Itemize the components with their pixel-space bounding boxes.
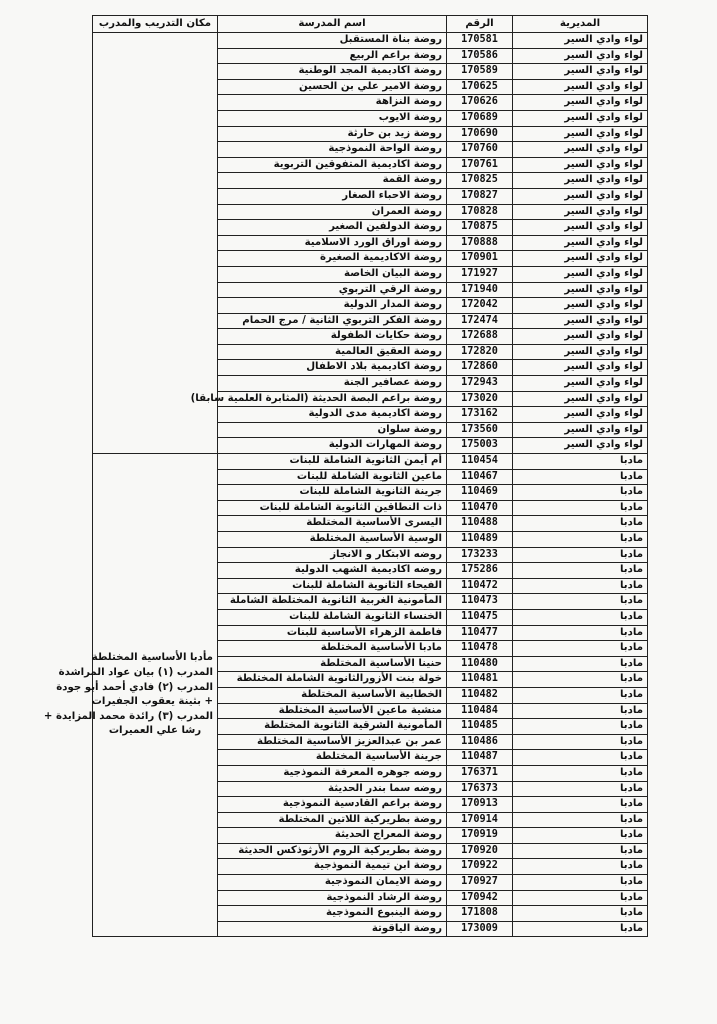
school-name-cell: روضة اكاديمية المجد الوطنية	[218, 64, 447, 80]
school-number-cell: 176373	[447, 781, 513, 797]
directorate-cell: لواء وادي السير	[513, 251, 648, 267]
directorate-cell: لواء وادي السير	[513, 298, 648, 314]
directorate-cell: لواء وادي السير	[513, 422, 648, 438]
school-name-cell: روضة ابن تيمية النموذجية	[218, 859, 447, 875]
school-name-cell: روضة المدار الدولية	[218, 298, 447, 314]
directorate-cell: مادبا	[513, 594, 648, 610]
school-number-cell: 175286	[447, 563, 513, 579]
directorate-cell: لواء وادي السير	[513, 157, 648, 173]
directorate-cell: لواء وادي السير	[513, 204, 648, 220]
school-number-cell: 173233	[447, 547, 513, 563]
school-number-cell: 173162	[447, 407, 513, 423]
school-name-cell: جرينة الثانوية الشاملة للبنات	[218, 485, 447, 501]
directorate-cell: مادبا	[513, 563, 648, 579]
school-number-cell: 110477	[447, 625, 513, 641]
school-name-cell: روضة اكاديمية مدى الدولية	[218, 407, 447, 423]
header-training-place: مكان التدريب والمدرب	[93, 16, 218, 33]
school-number-cell: 172688	[447, 329, 513, 345]
header-school-name: اسم المدرسة	[218, 16, 447, 33]
school-name-cell: روضة عصافير الجنة	[218, 376, 447, 392]
directorate-cell: مادبا	[513, 516, 648, 532]
school-name-cell: فاطمة الزهراء الأساسية للبنات	[218, 625, 447, 641]
directorate-cell: لواء وادي السير	[513, 48, 648, 64]
training-place-line: المدرب (١) بيان عواد المراشدة	[58, 667, 213, 679]
school-number-cell: 170589	[447, 64, 513, 80]
directorate-cell: لواء وادي السير	[513, 235, 648, 251]
directorate-cell: مادبا	[513, 609, 648, 625]
school-name-cell: مادبا الأساسية المختلطة	[218, 641, 447, 657]
directorate-cell: مادبا	[513, 547, 648, 563]
school-name-cell: روضة الرقي التربوي	[218, 282, 447, 298]
school-number-cell: 170888	[447, 235, 513, 251]
school-number-cell: 173009	[447, 921, 513, 937]
header-row	[93, 16, 648, 33]
directorate-cell: لواء وادي السير	[513, 360, 648, 376]
school-number-cell: 170875	[447, 220, 513, 236]
school-number-cell: 110481	[447, 672, 513, 688]
directorate-cell: مادبا	[513, 828, 648, 844]
directorate-cell: لواء وادي السير	[513, 95, 648, 111]
directorate-cell: مادبا	[513, 719, 648, 735]
school-name-cell: الخنساء الثانوية الشاملة للبنات	[218, 609, 447, 625]
directorate-cell: مادبا	[513, 625, 648, 641]
directorate-cell: مادبا	[513, 672, 648, 688]
school-number-cell: 110488	[447, 516, 513, 532]
school-number-cell: 110469	[447, 485, 513, 501]
directorate-cell: لواء وادي السير	[513, 64, 648, 80]
school-name-cell: روضة بناة المستقبل	[218, 33, 447, 49]
school-name-cell: روضة براعم الربيع	[218, 48, 447, 64]
school-name-cell: روضه جوهره المعرفة النموذجية	[218, 765, 447, 781]
school-number-cell: 110480	[447, 656, 513, 672]
school-number-cell: 170920	[447, 843, 513, 859]
directorate-cell: لواء وادي السير	[513, 266, 648, 282]
school-number-cell: 172042	[447, 298, 513, 314]
school-name-cell: روضة الياقوتة	[218, 921, 447, 937]
directorate-cell: لواء وادي السير	[513, 142, 648, 158]
school-name-cell: روضة الينبوع النموذجية	[218, 906, 447, 922]
school-number-cell: 170901	[447, 251, 513, 267]
school-name-cell: اليسرى الأساسية المختلطة	[218, 516, 447, 532]
school-name-cell: روضة الامير علي بن الحسين	[218, 79, 447, 95]
school-name-cell: روضة الفكر التربوي الثانية / مرج الحمام	[218, 313, 447, 329]
school-name-cell: روضة بطريركية الروم الأرثوذكس الحديثة	[218, 843, 447, 859]
header-directorate: المديرية	[513, 16, 648, 33]
school-number-cell: 170913	[447, 797, 513, 813]
school-name-cell: روضه اكاديمية الشهب الدولية	[218, 563, 447, 579]
school-number-cell: 172943	[447, 376, 513, 392]
directorate-cell: لواء وادي السير	[513, 220, 648, 236]
school-number-cell: 170942	[447, 890, 513, 906]
directorate-cell: مادبا	[513, 875, 648, 891]
school-name-cell: المأمونية الغربية الثانوية المختلطة الشاملة	[218, 594, 447, 610]
directorate-cell: مادبا	[513, 641, 648, 657]
school-name-cell: روضة الواحة النموذجية	[218, 142, 447, 158]
training-place-line: + بثينة يعقوب الجفيرات	[91, 696, 213, 708]
directorate-cell: مادبا	[513, 890, 648, 906]
training-place-line: مأدبا الأساسية المختلطة	[91, 652, 213, 664]
school-name-cell: الوسية الأساسية المختلطة	[218, 532, 447, 548]
school-number-cell: 170827	[447, 188, 513, 204]
school-name-cell: روضة اكاديمية بلاد الاطفال	[218, 360, 447, 376]
school-name-cell: روضة العمران	[218, 204, 447, 220]
school-name-cell: ذات النطاقين الثانوية الشاملة للبنات	[218, 500, 447, 516]
directorate-cell: مادبا	[513, 500, 648, 516]
school-number-cell: 170625	[447, 79, 513, 95]
directorate-cell: لواء وادي السير	[513, 407, 648, 423]
directorate-cell: مادبا	[513, 734, 648, 750]
school-number-cell: 170919	[447, 828, 513, 844]
school-name-cell: منشية ماعين الأساسية المختلطة	[218, 703, 447, 719]
directorate-cell: مادبا	[513, 656, 648, 672]
school-name-cell: روضة الاكاديمية الصغيرة	[218, 251, 447, 267]
directorate-cell: مادبا	[513, 687, 648, 703]
directorate-cell: لواء وادي السير	[513, 438, 648, 454]
school-number-cell: 170760	[447, 142, 513, 158]
school-number-cell: 170626	[447, 95, 513, 111]
school-name-cell: روضة المهارات الدولية	[218, 438, 447, 454]
school-name-cell: روضة البيان الخاصة	[218, 266, 447, 282]
school-number-cell: 110475	[447, 609, 513, 625]
directorate-cell: لواء وادي السير	[513, 33, 648, 49]
school-number-cell: 110478	[447, 641, 513, 657]
school-name-cell: روضة براعم القادسية النموذجية	[218, 797, 447, 813]
school-name-cell: أم أيمن الثانوية الشاملة للبنات	[218, 454, 447, 470]
directorate-cell: مادبا	[513, 454, 648, 470]
school-name-cell: روضة النزاهة	[218, 95, 447, 111]
school-number-cell: 170828	[447, 204, 513, 220]
school-number-cell: 171927	[447, 266, 513, 282]
schools-table	[43, 15, 648, 937]
school-name-cell: روضه الابتكار و الانجاز	[218, 547, 447, 563]
school-number-cell: 173560	[447, 422, 513, 438]
directorate-cell: مادبا	[513, 578, 648, 594]
school-number-cell: 110454	[447, 454, 513, 470]
school-number-cell: 171940	[447, 282, 513, 298]
school-number-cell: 170586	[447, 48, 513, 64]
school-number-cell: 110472	[447, 578, 513, 594]
school-number-cell: 176371	[447, 765, 513, 781]
school-number-cell: 172820	[447, 344, 513, 360]
directorate-cell: لواء وادي السير	[513, 344, 648, 360]
school-name-cell: عمر بن عبدالعزيز الأساسية المختلطة	[218, 734, 447, 750]
school-number-cell: 110487	[447, 750, 513, 766]
school-name-cell: روضة العقيق العالمية	[218, 344, 447, 360]
directorate-cell: مادبا	[513, 485, 648, 501]
training-place-line: رشا علي العميرات	[108, 725, 202, 737]
training-place-line: المدرب (٣) رائدة محمد المزايدة +	[43, 710, 213, 722]
school-number-cell: 110486	[447, 734, 513, 750]
school-number-cell: 110484	[447, 703, 513, 719]
directorate-cell: لواء وادي السير	[513, 329, 648, 345]
directorate-cell: لواء وادي السير	[513, 391, 648, 407]
training-place-cell	[93, 33, 218, 454]
school-name-cell: روضة اكاديمية المتفوقين التربوية	[218, 157, 447, 173]
school-number-cell: 110467	[447, 469, 513, 485]
directorate-cell: لواء وادي السير	[513, 110, 648, 126]
school-number-cell: 170927	[447, 875, 513, 891]
school-number-cell: 170761	[447, 157, 513, 173]
school-name-cell: روضة اوراق الورد الاسلامية	[218, 235, 447, 251]
directorate-cell: مادبا	[513, 906, 648, 922]
directorate-cell: مادبا	[513, 859, 648, 875]
school-name-cell: الخطابية الأساسية المختلطة	[218, 687, 447, 703]
school-number-cell: 172860	[447, 360, 513, 376]
school-name-cell: ماعين الثانوية الشاملة للبنات	[218, 469, 447, 485]
directorate-cell: لواء وادي السير	[513, 188, 648, 204]
school-number-cell: 172474	[447, 313, 513, 329]
school-name-cell: خولة بنت الأزورالثانوية الشاملة المختلطة	[218, 672, 447, 688]
directorate-cell: لواء وادي السير	[513, 126, 648, 142]
school-name-cell: روضة براعم البصة الحديثة (المثابرة العلمية سابقا)	[218, 391, 447, 407]
directorate-cell: مادبا	[513, 765, 648, 781]
header-number: الرقم	[447, 16, 513, 33]
school-number-cell: 175003	[447, 438, 513, 454]
school-name-cell: روضة زيد بن حارثة	[218, 126, 447, 142]
directorate-cell: مادبا	[513, 921, 648, 937]
school-name-cell: روضة سلوان	[218, 422, 447, 438]
directorate-cell: لواء وادي السير	[513, 79, 648, 95]
training-place-line: المدرب (٢) فادي أحمد أبو جودة	[56, 681, 213, 693]
school-number-cell: 170922	[447, 859, 513, 875]
school-number-cell: 170689	[447, 110, 513, 126]
school-name-cell: روضة القمة	[218, 173, 447, 189]
school-number-cell: 110470	[447, 500, 513, 516]
school-number-cell: 171808	[447, 906, 513, 922]
directorate-cell: مادبا	[513, 781, 648, 797]
directorate-cell: لواء وادي السير	[513, 313, 648, 329]
directorate-cell: لواء وادي السير	[513, 173, 648, 189]
directorate-cell: مادبا	[513, 469, 648, 485]
school-number-cell: 110473	[447, 594, 513, 610]
school-number-cell: 170581	[447, 33, 513, 49]
table-row	[93, 33, 648, 49]
directorate-cell: مادبا	[513, 703, 648, 719]
school-name-cell: روضة المعراج الحديثة	[218, 828, 447, 844]
school-name-cell: روضة الايوب	[218, 110, 447, 126]
school-name-cell: روضة بطريركية اللاتين المختلطة	[218, 812, 447, 828]
school-name-cell: روضة حكايات الطفولة	[218, 329, 447, 345]
school-name-cell: روضة الاحباء الصغار	[218, 188, 447, 204]
school-number-cell: 110485	[447, 719, 513, 735]
school-number-cell: 170914	[447, 812, 513, 828]
school-number-cell: 110489	[447, 532, 513, 548]
school-name-cell: الفيحاء الثانوية الشاملة للبنات	[218, 578, 447, 594]
school-number-cell: 173020	[447, 391, 513, 407]
directorate-cell: لواء وادي السير	[513, 282, 648, 298]
table-body	[43, 33, 648, 937]
school-name-cell: المأمونية الشرقية الثانوية المختلطة	[218, 719, 447, 735]
school-name-cell: روضه سما بندر الحديثة	[218, 781, 447, 797]
school-name-cell: روضة الايمان النموذجية	[218, 875, 447, 891]
school-name-cell: جرينة الأساسية المختلطة	[218, 750, 447, 766]
school-name-cell: حنينا الأساسية المختلطة	[218, 656, 447, 672]
directorate-cell: مادبا	[513, 812, 648, 828]
table-row	[93, 454, 648, 470]
directorate-cell: لواء وادي السير	[513, 376, 648, 392]
directorate-cell: مادبا	[513, 843, 648, 859]
training-place-cell	[43, 454, 218, 937]
school-number-cell: 170825	[447, 173, 513, 189]
school-number-cell: 110482	[447, 687, 513, 703]
school-name-cell: روضة الدولفين الصغير	[218, 220, 447, 236]
directorate-cell: مادبا	[513, 797, 648, 813]
directorate-cell: مادبا	[513, 750, 648, 766]
directorate-cell: مادبا	[513, 532, 648, 548]
school-name-cell: روضة الرشاد النموذجية	[218, 890, 447, 906]
school-number-cell: 170690	[447, 126, 513, 142]
